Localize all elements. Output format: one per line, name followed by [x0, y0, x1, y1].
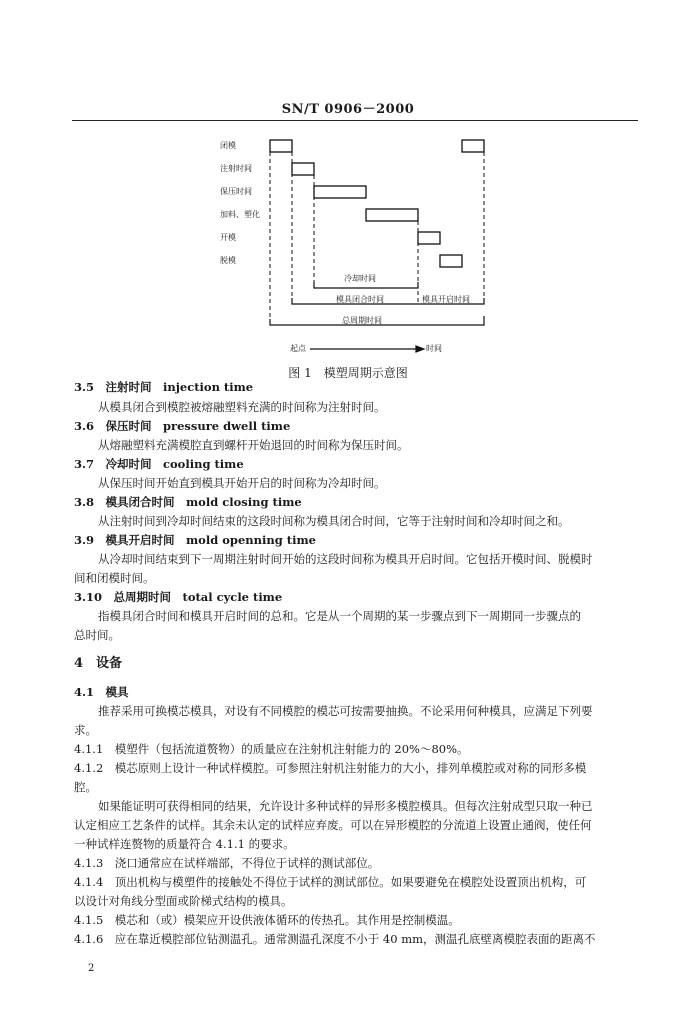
- cooling-time-label: 冷却时间: [344, 274, 376, 283]
- paragraph-line: 以设计对角线分型面或阶梯式结构的模具。: [74, 894, 293, 908]
- paragraph-line: 推荐采用可换模芯模具，对设有不同模腔的模芯可按需要抽换。不论采用何种模具，应满足下列要: [98, 704, 593, 718]
- bar-close-mold-next: [462, 140, 484, 152]
- row-label-eject: 脱模: [220, 256, 236, 265]
- row-label-injection: 注射时间: [220, 164, 252, 173]
- row-label-dwell: 保压时间: [220, 187, 252, 196]
- paragraph-line: 从保压时间开始直到模具开始开启的时间称为冷却时间。: [98, 476, 386, 490]
- row-label-open-mold: 开模: [220, 233, 236, 242]
- figure-caption: 图 1 模塑周期示意图: [288, 366, 408, 380]
- mold-closed-time-label: 模具闭合时间: [336, 295, 384, 304]
- paragraph-line: 4.1.2 模芯原则上设计一种试样模腔。可参照注射机注射能力的大小，排列单模腔或对称的同形多模: [74, 761, 587, 775]
- bar-close-mold: [270, 140, 292, 152]
- header-rule: [72, 120, 638, 121]
- paragraph-line: 从注射时间到冷却时间结束的这段时间称为模具闭合时间，它等于注射时间和冷却时间之和。: [98, 514, 570, 528]
- paragraph-line: 4.1.4 顶出机构与模塑件的接触处不得位于试样的测试部位。如果要避免在模腔处设置顶出机构，可: [74, 875, 587, 889]
- row-label-plasticize: 加料、塑化: [220, 210, 260, 219]
- mold-cycle-diagram: [190, 130, 510, 362]
- paragraph-line: 4.1.3 浇口通常应在试样端部，不得位于试样的测试部位。: [74, 856, 380, 870]
- clause-heading: 3.7 冷却时间 cooling time: [74, 457, 244, 471]
- paragraph-line: 腔。: [74, 780, 97, 794]
- clause-heading: 3.8 模具闭合时间 mold closing time: [74, 495, 302, 509]
- paragraph-line: 如果能证明可获得相同的结果，允许设计多种试样的异形多模腔模具。但每次注射成型只取一种已: [98, 799, 593, 813]
- time-axis-label: 时间: [426, 344, 442, 353]
- row-label-close-mold: 闭模: [220, 141, 236, 150]
- paragraph-line: 从冷却时间结束到下一周期注射时间开始的这段时间称为模具开启时间。它包括开模时间、脱模时: [98, 552, 593, 566]
- bar-eject: [440, 255, 462, 267]
- bar-injection: [292, 163, 314, 175]
- bar-open-mold: [418, 232, 440, 244]
- paragraph-line: 4.1.1 模塑件（包括流道赘物）的质量应在注射机注射能力的 20%～80%。: [74, 742, 469, 756]
- mold-open-time-label: 模具开启时间: [422, 295, 470, 304]
- clause-heading: 3.10 总周期时间 total cycle time: [74, 590, 283, 604]
- clause-heading: 4.1 模具: [74, 685, 129, 699]
- section-heading: 4 设备: [74, 656, 123, 671]
- bar-dwell: [314, 186, 366, 198]
- paragraph-line: 总时间。: [74, 628, 120, 642]
- paragraph-line: 4.1.5 模芯和（或）模架应开设供液体循环的传热孔。其作用是控制模温。: [74, 913, 460, 927]
- clause-heading: 3.6 保压时间 pressure dwell time: [74, 419, 291, 433]
- paragraph-line: 指模具闭合时间和模具开启时间的总和。它是从一个周期的某一步骤点到下一周期同一步骤点的: [98, 609, 581, 623]
- start-point-label: 起点: [290, 344, 306, 353]
- paragraph-line: 4.1.6 应在靠近模腔部位钻测温孔。通常测温孔深度不小于 40 mm，测温孔底壁离模腔表面的距离不: [74, 932, 596, 946]
- paragraph-line: 求。: [74, 723, 97, 737]
- paragraph-line: 一种试样连赘物的质量符合 4.1.1 的要求。: [74, 837, 295, 851]
- clause-heading: 3.9 模具开启时间 mold openning time: [74, 533, 316, 547]
- bar-plasticize: [366, 209, 418, 221]
- page-number: 2: [88, 963, 95, 974]
- paragraph-line: 从模具闭合到模腔被熔融塑料充满的时间称为注射时间。: [98, 400, 386, 414]
- total-cycle-label: 总周期时间: [342, 316, 382, 325]
- paragraph-line: 间和闭模时间。: [74, 571, 155, 585]
- clause-heading: 3.5 注射时间 injection time: [74, 380, 254, 394]
- paragraph-line: 认定相应工艺条件的试样。其余未认定的试样应弃废。可以在异形模腔的分流道上设置止通阀，使任何: [74, 818, 592, 832]
- paragraph-line: 从熔融塑料充满模腔直到螺杆开始退回的时间称为保压时间。: [98, 438, 409, 452]
- document-code: SN/T 0906－2000: [281, 102, 415, 117]
